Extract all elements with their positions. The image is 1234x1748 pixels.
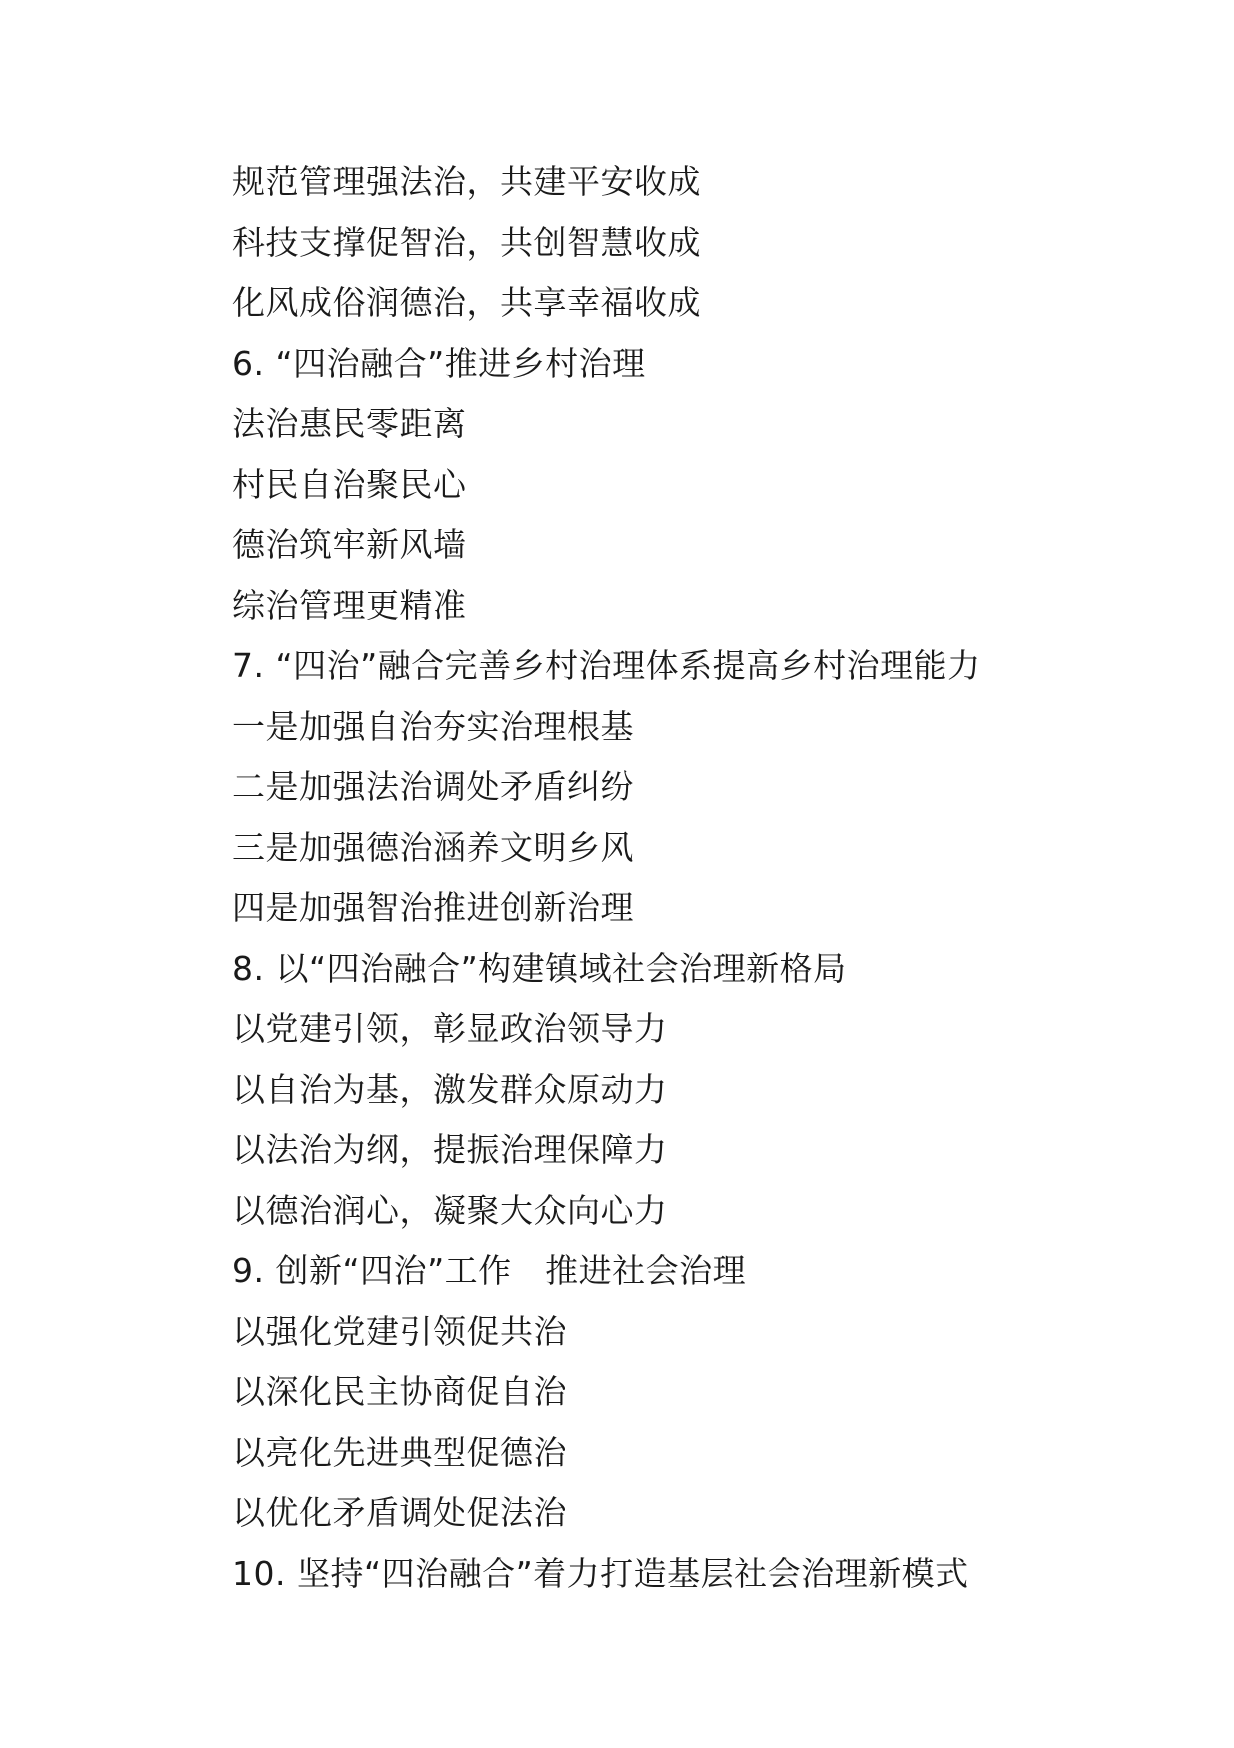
text-line: 德治筑牢新风墙: [232, 525, 467, 564]
section-heading: 8. 以“四治融合”构建镇域社会治理新格局: [232, 948, 847, 988]
text-line: 综治管理更精准: [232, 585, 467, 625]
document-body: [232, 152, 1132, 1604]
text-line: 法治惠民零距离: [232, 404, 467, 443]
text-line: 三是加强德治涵养文明乡风: [232, 827, 634, 867]
section-heading: 10. 坚持“四治融合”着力打造基层社会治理新模式: [232, 1553, 969, 1593]
text-line: 四是加强智治推进创新治理: [232, 888, 634, 927]
text-line: 以党建引领，彰显政治领导力: [232, 1009, 668, 1048]
text-line: 以深化民主协商促自治: [232, 1372, 567, 1411]
text-line: 二是加强法治调处矛盾纠纷: [232, 767, 634, 806]
text-line: 一是加强自治夯实治理根基: [232, 706, 634, 746]
section-heading: 7. “四治”融合完善乡村治理体系提高乡村治理能力: [232, 646, 981, 685]
section-heading: 9. 创新“四治”工作 推进社会治理: [232, 1251, 747, 1290]
text-line: 以强化党建引领促共治: [232, 1311, 567, 1351]
text-line: 以自治为基，激发群众原动力: [232, 1069, 668, 1109]
text-line: 以优化矛盾调处促法治: [232, 1493, 567, 1532]
text-line: 以法治为纲，提振治理保障力: [232, 1130, 668, 1169]
text-line: 以亮化先进典型促德治: [232, 1432, 567, 1472]
text-line: 规范管理强法治，共建平安收成: [232, 162, 701, 201]
text-line: 科技支撑促智治，共创智慧收成: [232, 222, 701, 262]
text-line: 化风成俗润德治，共享幸福收成: [232, 283, 701, 322]
text-line: 以德治润心，凝聚大众向心力: [232, 1190, 668, 1230]
section-heading: 6. “四治融合”推进乡村治理: [232, 343, 646, 383]
text-line: 村民自治聚民心: [232, 464, 467, 504]
